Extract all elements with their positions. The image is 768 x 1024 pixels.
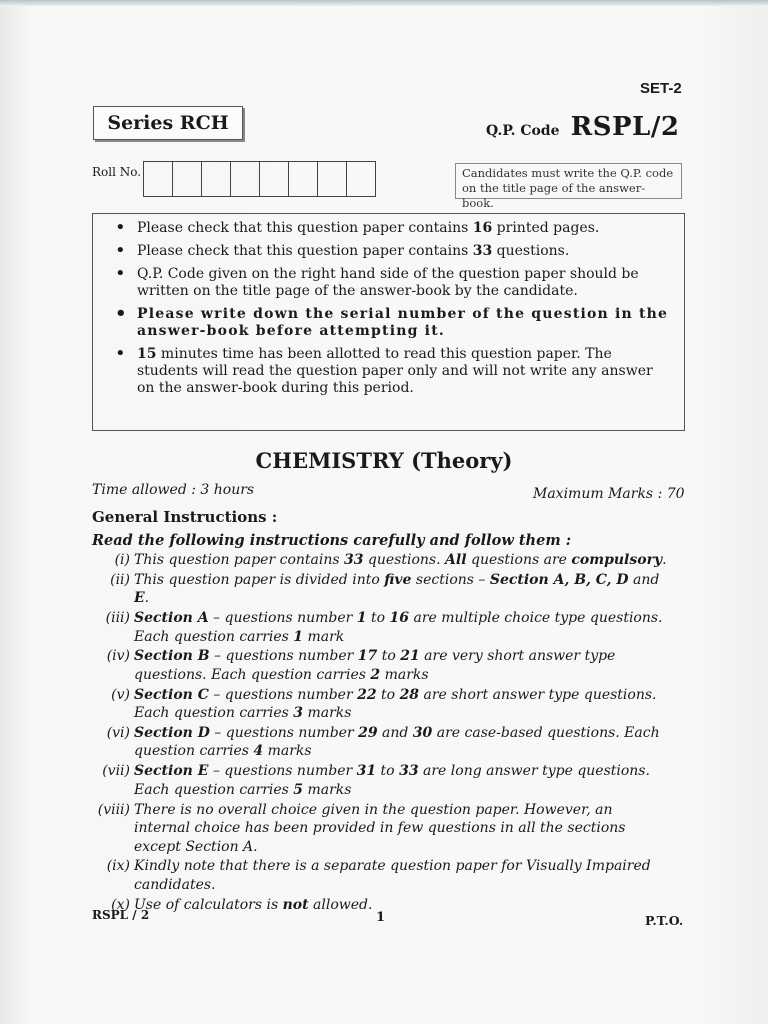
text-run: printed pages. (492, 220, 600, 236)
bold-text: not (282, 896, 309, 913)
bold-text: 4 (253, 743, 264, 760)
instruction-text (134, 762, 668, 799)
instruction-item (88, 724, 668, 761)
bold-text: Section C (134, 686, 209, 703)
text-run: marks (303, 781, 352, 798)
bold-text: 17 (357, 648, 378, 665)
instruction-text (134, 896, 668, 915)
bold-text: 3 (293, 705, 304, 722)
qp-code-label: Q.P. Code (486, 123, 560, 139)
text-run: Kindly note that there is a separate question paper for Visually Impaired candidates. (134, 858, 651, 893)
text-run: to (376, 763, 400, 780)
text-run: Please check that this question paper contains (137, 243, 473, 259)
instruction-number: (iv) (106, 648, 130, 665)
text-run: and (628, 571, 660, 588)
instruction-text (134, 647, 668, 684)
instruction-number: (v) (111, 686, 130, 703)
text-run: to (366, 610, 390, 627)
footer-page-number: 1 (376, 910, 386, 925)
bold-text: 1 (356, 610, 367, 627)
page-top-edge (0, 0, 768, 6)
bold-text: Please write down the serial number of the question in the answer-book before attempting it. (137, 306, 669, 339)
text-run: – questions number (208, 686, 358, 703)
qp-code-value: RSPL/2 (570, 112, 680, 142)
text-run: – questions number (209, 724, 359, 741)
instruction-number: (ii) (110, 571, 130, 588)
text-run: are long answer type questions. Each question carries (134, 763, 650, 798)
instruction-item (88, 801, 668, 857)
text-run: . (144, 590, 150, 607)
instruction-item (88, 762, 668, 799)
bold-text: Section A (134, 610, 209, 627)
bold-text: Section E (134, 763, 209, 780)
roll-number-boxes[interactable] (143, 161, 376, 197)
bold-text: 29 (358, 724, 378, 741)
instruction-number: (iii) (105, 610, 130, 627)
bold-text: 33 (472, 243, 493, 259)
notice-item (137, 243, 672, 260)
qp-code-block (486, 112, 679, 142)
roll-number-box[interactable] (318, 162, 347, 196)
roll-number-box[interactable] (260, 162, 289, 196)
text-run: There is no overall choice given in the question paper. However, an internal choice has been provided in few questions in all the sections except Section A. (134, 801, 626, 855)
text-run: Please check that this question paper contains (137, 220, 473, 236)
bold-text: 5 (293, 781, 304, 798)
instruction-number: (i) (114, 552, 130, 568)
notice-box (92, 213, 685, 431)
maximum-marks: Maximum Marks : 70 (533, 486, 685, 502)
bold-text: 15 (137, 346, 157, 362)
text-run: marks (380, 666, 429, 683)
instruction-text (134, 551, 668, 570)
notice-item (137, 266, 672, 300)
bold-text: five (384, 571, 412, 588)
instruction-text (134, 724, 668, 761)
instruction-text (134, 801, 668, 857)
footer-code: RSPL / 2 (92, 908, 150, 922)
instruction-text (134, 571, 668, 608)
footer-pto: P.T.O. (645, 913, 684, 928)
text-run: mark (303, 628, 345, 645)
instruction-item (88, 647, 668, 684)
general-instructions-heading: General Instructions : (92, 508, 278, 526)
bold-text: Section D (134, 724, 210, 741)
roll-number-box[interactable] (202, 162, 231, 196)
bold-text: Section B (134, 648, 210, 665)
roll-number-box[interactable] (144, 162, 173, 196)
notice-item (137, 346, 672, 397)
roll-number-label: Roll No. (92, 165, 142, 179)
bold-text: 2 (370, 666, 381, 683)
bold-text: compulsory (571, 552, 663, 568)
bold-text: 16 (472, 220, 493, 236)
instruction-number: (vi) (106, 724, 130, 741)
bold-text: Section A, B, C, D (489, 571, 629, 588)
text-run: are short answer type questions. Each question carries (134, 686, 657, 722)
series-box: Series RCH (93, 106, 243, 140)
bold-text: 1 (293, 628, 304, 645)
instructions-list (88, 551, 668, 915)
instruction-item (88, 551, 668, 570)
bold-text: All (445, 552, 467, 568)
text-run: – questions number (208, 610, 357, 627)
paper-title: CHEMISTRY (Theory) (255, 448, 513, 473)
text-run: questions are (466, 552, 572, 568)
instruction-text (134, 609, 668, 646)
text-run: marks (263, 743, 312, 760)
text-run: This question paper contains (134, 552, 344, 568)
instruction-item (88, 609, 668, 646)
notice-item (137, 220, 672, 237)
instruction-text (134, 686, 668, 723)
time-allowed: Time allowed : 3 hours (92, 482, 255, 498)
text-run: marks (303, 705, 352, 722)
notice-list (111, 220, 672, 397)
notice-item (137, 306, 672, 340)
instruction-number: (viii) (97, 801, 130, 818)
bold-text: 22 (357, 686, 377, 703)
roll-number-box[interactable] (347, 162, 375, 196)
bold-text: 33 (344, 552, 364, 568)
instruction-item (88, 686, 668, 723)
text-run: sections – (411, 571, 490, 588)
roll-number-box[interactable] (173, 162, 202, 196)
bold-text: 16 (389, 610, 410, 627)
instruction-number: (ix) (106, 858, 130, 875)
text-run: questions. (492, 243, 570, 259)
text-run: Q.P. Code given on the right hand side of the question paper should be written on the title page of the answer-book by the candidate. (137, 266, 639, 299)
text-run: are very short answer type questions. Each question carries (134, 648, 616, 683)
text-run: to (377, 648, 401, 665)
text-run: are multiple choice type questions. Each question carries (134, 610, 663, 645)
bold-text: E (134, 590, 145, 607)
text-run: allowed. (308, 896, 373, 913)
text-run: This question paper is divided into (134, 571, 385, 588)
bold-text: 33 (399, 763, 419, 780)
roll-number-box[interactable] (289, 162, 318, 196)
text-run: are case-based questions. Each question carries (134, 724, 660, 760)
text-run: – questions number (209, 648, 358, 665)
bold-text: 30 (412, 724, 433, 741)
bold-text: 21 (400, 648, 420, 665)
text-run: and (377, 724, 413, 741)
bold-text: 31 (356, 763, 377, 780)
instruction-number: (vii) (102, 763, 130, 780)
text-run: minutes time has been allotted to read this question paper. The students will read the question paper only and will not write any answer on the answer-book during this period. (137, 346, 653, 396)
text-run: . (662, 552, 667, 568)
text-run: questions. (363, 552, 446, 568)
instruction-item (88, 571, 668, 608)
bold-text: 28 (399, 686, 420, 703)
text-run: Use of calculators is (134, 896, 283, 913)
instruction-number: (x) (111, 896, 130, 913)
read-instructions-line: Read the following instructions carefully and follow them : (92, 532, 572, 549)
roll-number-box[interactable] (231, 162, 260, 196)
instruction-item (88, 857, 668, 894)
text-run: – questions number (208, 763, 357, 780)
text-run: to (376, 686, 400, 703)
instruction-text (134, 857, 668, 894)
set-label: SET-2 (640, 80, 682, 97)
qp-code-note: Candidates must write the Q.P. code on the title page of the answer-book. (455, 163, 682, 199)
